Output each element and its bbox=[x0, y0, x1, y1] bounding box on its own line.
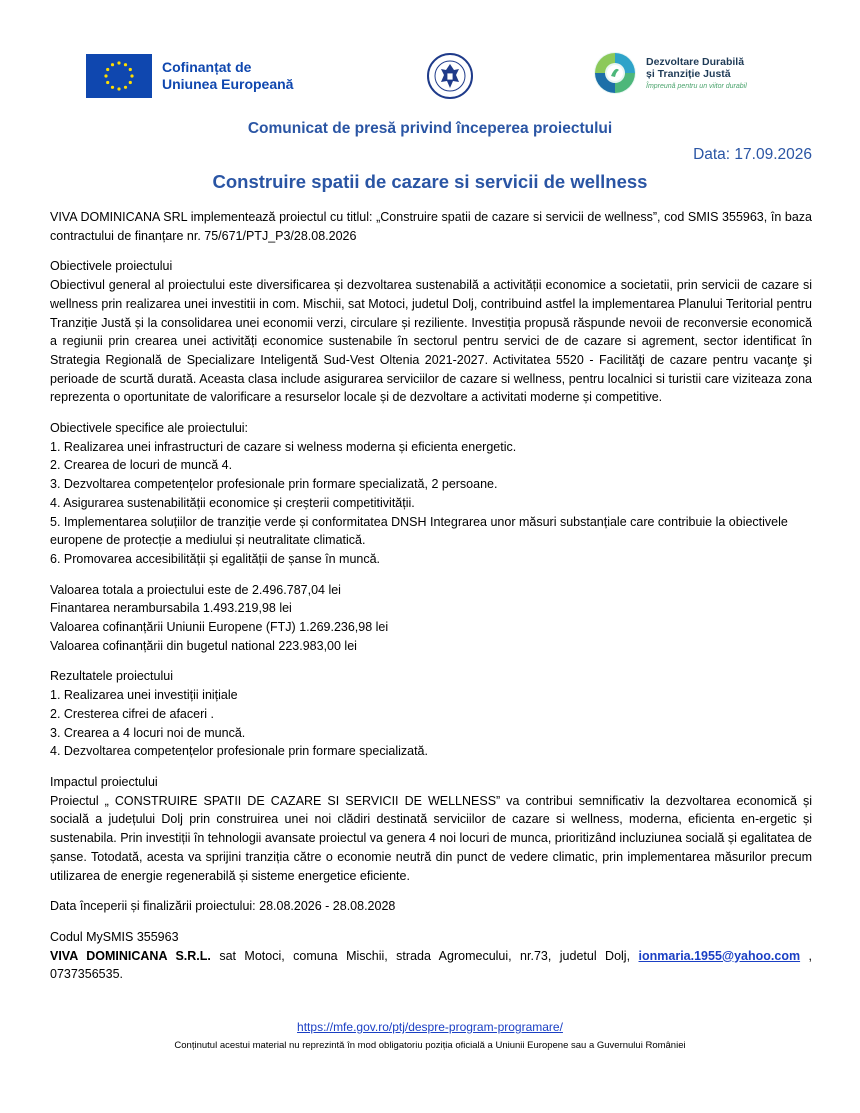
program-url-link[interactable]: https://mfe.gov.ro/ptj/despre-program-programare/ bbox=[297, 1020, 563, 1034]
disclaimer-text: Conținutul acestui material nu reprezintă în mod obligatoriu poziția oficială a Uniunii Europene sau a Guvernului României bbox=[174, 1040, 686, 1051]
list-item: 4. Asigurarea sustenabilității economice și creșterii competitivității. bbox=[50, 495, 415, 510]
ptj-logo-line1: Dezvoltare Durabilă bbox=[646, 55, 745, 68]
list-item: 3. Dezvoltarea competențelor profesionale prin formare specializată, 2 persoane. bbox=[50, 477, 498, 492]
ptj-program-logo bbox=[592, 50, 747, 96]
ptj-logo-tagline: Împreună pentru un viitor durabil bbox=[646, 82, 747, 90]
list-item: 2. Cresterea cifrei de afaceri . bbox=[50, 706, 214, 721]
ptj-logo-line2: și Tranziție Justă bbox=[646, 67, 731, 80]
national-cofinancing-value bbox=[50, 637, 812, 656]
press-release-title: Comunicat de presă privind începerea proiectului bbox=[247, 120, 613, 137]
ptj-circle-icon bbox=[592, 50, 638, 96]
list-item: 5. Implementarea soluțiilor de tranziție verde și conformitatea DNSH Integrarea unor măsuri substanțiale care contribuie la obiectivele europene de protecție a mediului și neutralitate climatică. bbox=[50, 514, 788, 548]
impact-paragraph: Proiectul „ CONSTRUIRE SPATII DE CAZARE SI SERVICII DE WELLNESS” va contribui semnificativ la dezvoltarea economică și socială a județului Dolj prin construirea unei noi clădiri destinată serviciilor de cazare si wellness, moderna, eficienta en-ergetic și sustenabila. Prin investiții în tehnologii avansate proiectul va genera 4 noi locuri de munca, prioritizând incluziunea socială și egalitatea de șanse. Totodată, acesta va sprijini tranziția către o economie neutră din punct de vedere climatic, prin implementarea măsurilor precum utilizarea de energie regenerabilă și sisteme energetice eficiente. bbox=[50, 793, 812, 883]
list-item: 4. Dezvoltarea competențelor profesionale prin formare specializată. bbox=[50, 744, 428, 759]
impact-heading: Impactul proiectului bbox=[50, 774, 158, 789]
objectives-paragraph: Obiectivul general al proiectului este diversificarea și dezvoltarea sustenabilă a activității economice a societatii, prin servicii de cazare si wellness prin realizarea unei investitii in com. Mischii, sat Motoci, judetul Dolj, contribuind astfel la implementarea Planului Teritorial pentru Tranziție Justă și la consolidarea unei economii verzi, circulare și reziliente. Investiția propusă răspunde nevoii de reconversie economică a regiunii prin crearea unei activități economice sustenabile în sectorul pentru servici de de cazare si agrement, sector identificat în Strategia Regională de Specializare Inteligentă Sud-Vest Oltenia 2021-2027. Activitatea 5520 - Facilităţi de cazare pentru vacanţe şi perioade de scurtă durată. Aceasta clasa include asigurarea serviciilor de cazare si wellness, pentru localnici si turistii care viziteaza zona reprezenta o oportunitate de valorificare a resurselor locale și de dezvoltare a activitati moderne și competitive. bbox=[50, 278, 812, 405]
project-dates: Data începerii și finalizării proiectului: 28.08.2026 - 28.08.2028 bbox=[50, 899, 396, 914]
objectives-heading: Obiectivele proiectului bbox=[50, 259, 173, 274]
company-name: VIVA DOMINICANA S.R.L. bbox=[50, 948, 211, 963]
project-title: Construire spatii de cazare si servicii de wellness bbox=[212, 171, 648, 192]
eu-logo-line1: Cofinanțat de bbox=[162, 59, 252, 75]
national-cofinancing-prefix: Valoarea cofinanțării bbox=[50, 638, 164, 653]
list-item: 3. Crearea a 4 locuri noi de muncă. bbox=[50, 725, 246, 740]
email-link[interactable]: ionmaria.1955@yahoo.com bbox=[638, 948, 801, 963]
national-cofinancing-suffix: din bugetul national 223.983,00 lei bbox=[163, 638, 357, 653]
list-item: 6. Promovarea accesibilității și egalității de șanse în muncă. bbox=[50, 551, 381, 566]
total-value: Valoarea totala a proiectului este de 2.496.787,04 lei bbox=[50, 582, 341, 597]
mysmis-code: Codul MySMIS 355963 bbox=[50, 929, 179, 944]
contact-paragraph bbox=[50, 947, 812, 984]
nonreimbursable-value: Finantarea nerambursabila 1.493.219,98 lei bbox=[50, 601, 292, 616]
list-item: 1. Realizarea unei infrastructuri de cazare si welness moderna și eficienta energetic. bbox=[50, 439, 517, 454]
document-body bbox=[50, 208, 812, 984]
eu-logo-line2: Uniunea Europeană bbox=[162, 76, 294, 92]
page-header bbox=[0, 40, 860, 120]
specific-objectives-heading: Obiectivele specifice ale proiectului: bbox=[50, 421, 249, 436]
eu-cofinancing-logo bbox=[86, 54, 293, 98]
phone-number: , 0737356535. bbox=[50, 948, 812, 982]
eu-cofinancing-value: Valoarea cofinanțării Uniunii Europene (FTJ) 1.269.236,98 lei bbox=[50, 620, 389, 635]
company-address: sat Motoci, comuna Mischii, strada Agromecului, nr.73, judetul Dolj, bbox=[210, 948, 631, 963]
list-item: 2. Crearea de locuri de muncă 4. bbox=[50, 458, 233, 473]
results-heading: Rezultatele proiectului bbox=[50, 669, 173, 684]
release-date: Data: 17.09.2026 bbox=[693, 146, 812, 163]
romanian-government-seal-icon bbox=[426, 52, 474, 100]
list-item: 1. Realizarea unei investiții inițiale bbox=[50, 688, 238, 703]
eu-flag-icon bbox=[86, 54, 152, 98]
intro-paragraph: VIVA DOMINICANA SRL implementează proiectul cu titlul: „Construire spatii de cazare si servicii de wellness”, cod SMIS 355963, în baza contractului de finanțare nr. 75/671/PTJ_P3/28.08.2026 bbox=[50, 210, 812, 243]
